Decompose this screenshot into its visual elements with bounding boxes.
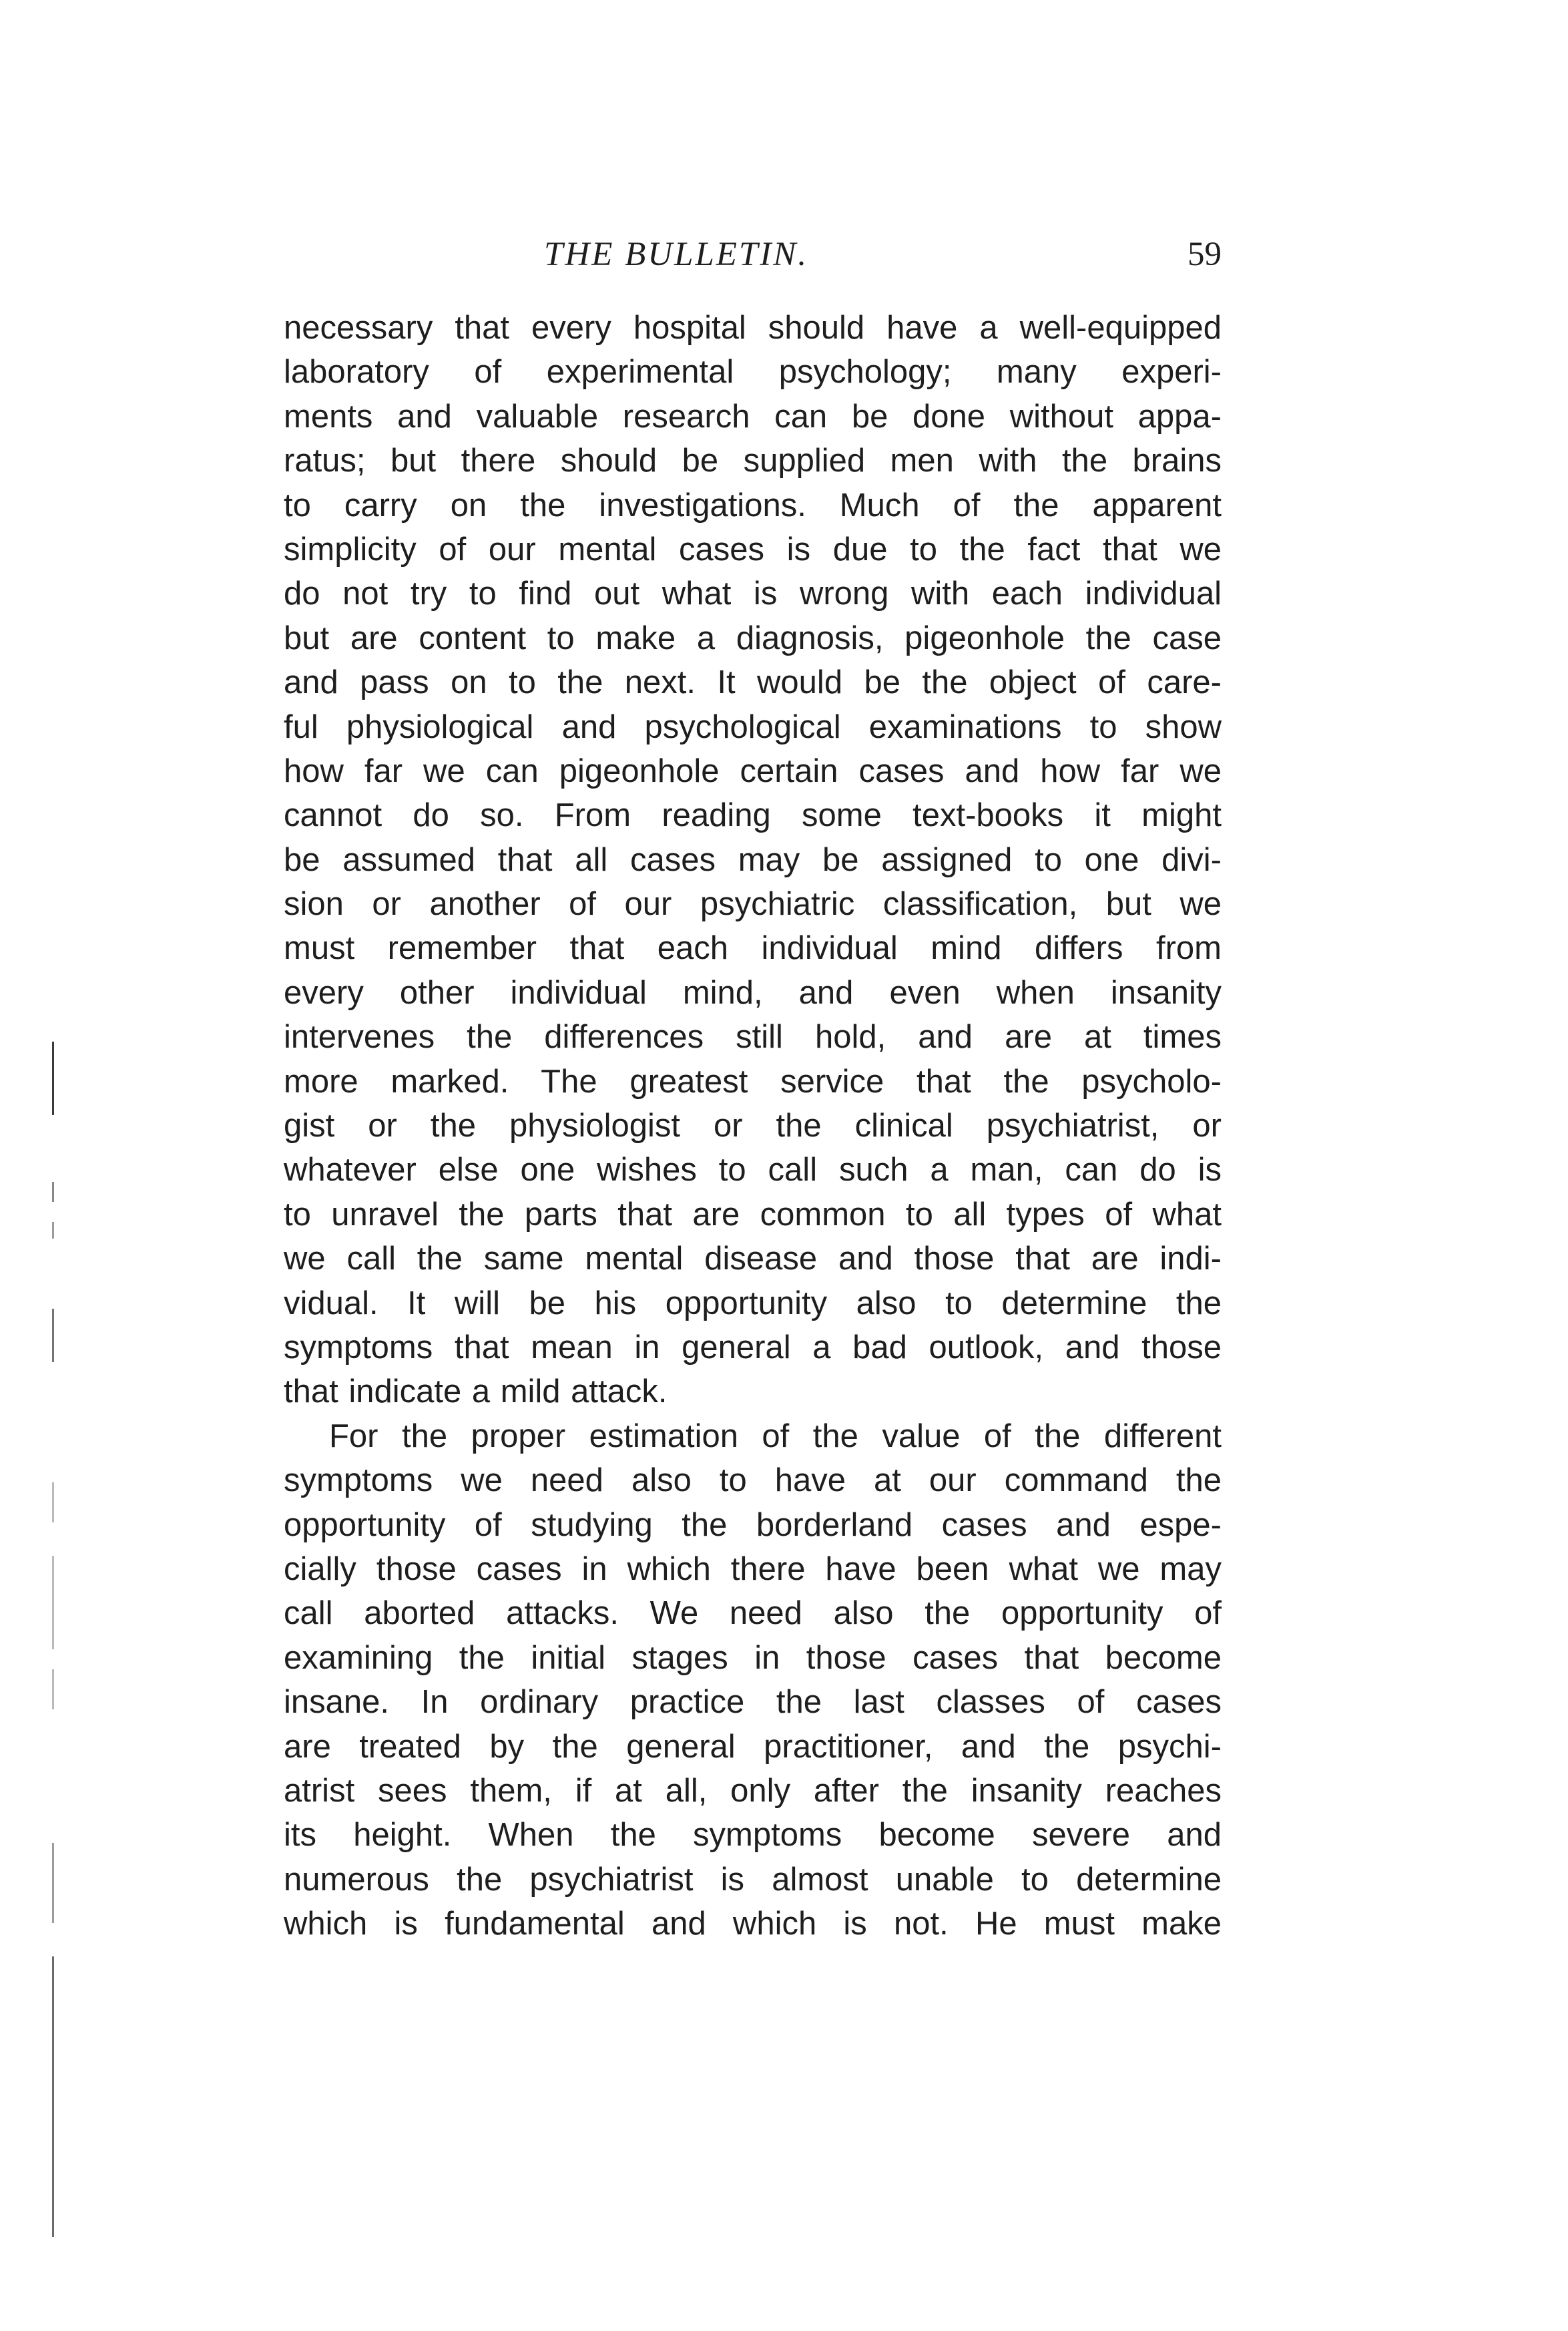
text-line: numerous the psychiatrist is almost unable to determine [284,1861,1222,1898]
text-line: sion or another of our psychiatric classification, but we [284,886,1222,923]
scan-margin-mark [52,1042,54,1115]
text-line: we call the same mental disease and those that are indi- [284,1241,1222,1277]
scan-margin-mark [52,1956,54,2237]
running-title: THE BULLETIN. [544,236,809,273]
text-line: and pass on to the next. It would be the object of care- [284,664,1222,701]
scan-margin-mark [52,1182,54,1202]
scan-margin-mark [52,1222,54,1239]
text-line: opportunity of studying the borderland cases and espe- [284,1506,1222,1543]
text-line: call aborted attacks. We need also the opportunity of [284,1595,1222,1632]
scan-margin-mark [52,1843,54,1923]
text-line: do not try to find out what is wrong with each individual [284,576,1222,612]
text-line: ments and valuable research can be done without appa- [284,398,1222,435]
text-line: insane. In ordinary practice the last classes of cases [284,1684,1222,1721]
text-line: symptoms we need also to have at our command the [284,1462,1222,1499]
running-head [284,235,1222,282]
text-line: necessary that every hospital should have a well-equipped [284,310,1222,346]
page-number: 59 [1188,236,1222,273]
text-line: gist or the physiologist or the clinical psychiatrist, or [284,1108,1222,1144]
scan-margin-mark [52,1482,54,1522]
text-line: but are content to make a diagnosis, pigeonhole the case [284,620,1222,656]
paragraph-end-line: that indicate a mild attack. [284,1373,668,1410]
text-line: ratus; but there should be supplied men with the brains [284,443,1222,479]
text-line: how far we can pigeonhole certain cases and how far we [284,753,1222,789]
text-line: are treated by the general practitioner, and the psychi- [284,1728,1222,1765]
text-line: cannot do so. From reading some text-books it might [284,797,1222,834]
paragraph-start-line: For the proper estimation of the value of the different [329,1418,1222,1454]
text-line: every other individual mind, and even when insanity [284,974,1222,1011]
text-line: intervenes the differences still hold, and are at times [284,1019,1222,1056]
text-line: ful physiological and psychological examinations to show [284,708,1222,745]
text-line: cially those cases in which there have been what we may [284,1550,1222,1587]
scan-margin-mark [52,1669,54,1709]
text-line: which is fundamental and which is not. He must make [284,1906,1222,1942]
text-line: symptoms that mean in general a bad outlook, and those [284,1329,1222,1365]
text-line: atrist sees them, if at all, only after the insanity reaches [284,1772,1222,1809]
text-line: more marked. The greatest service that the psycholo- [284,1063,1222,1100]
text-line: to carry on the investigations. Much of the apparent [284,487,1222,523]
text-line: to unravel the parts that are common to all types of what [284,1196,1222,1233]
text-line: laboratory of experimental psychology; many experi- [284,354,1222,391]
text-line: whatever else one wishes to call such a man, can do is [284,1152,1222,1189]
scan-margin-mark [52,1309,54,1362]
text-line: simplicity of our mental cases is due to the fact that we [284,531,1222,568]
scan-margin-mark [52,1556,54,1649]
text-line: its height. When the symptoms become severe and [284,1817,1222,1854]
text-line: be assumed that all cases may be assigned to one divi- [284,841,1222,878]
text-line: examining the initial stages in those cases that become [284,1639,1222,1676]
body-text [284,306,1222,1946]
text-line: vidual. It will be his opportunity also to determine the [284,1285,1222,1321]
text-line: must remember that each individual mind differs from [284,930,1222,967]
